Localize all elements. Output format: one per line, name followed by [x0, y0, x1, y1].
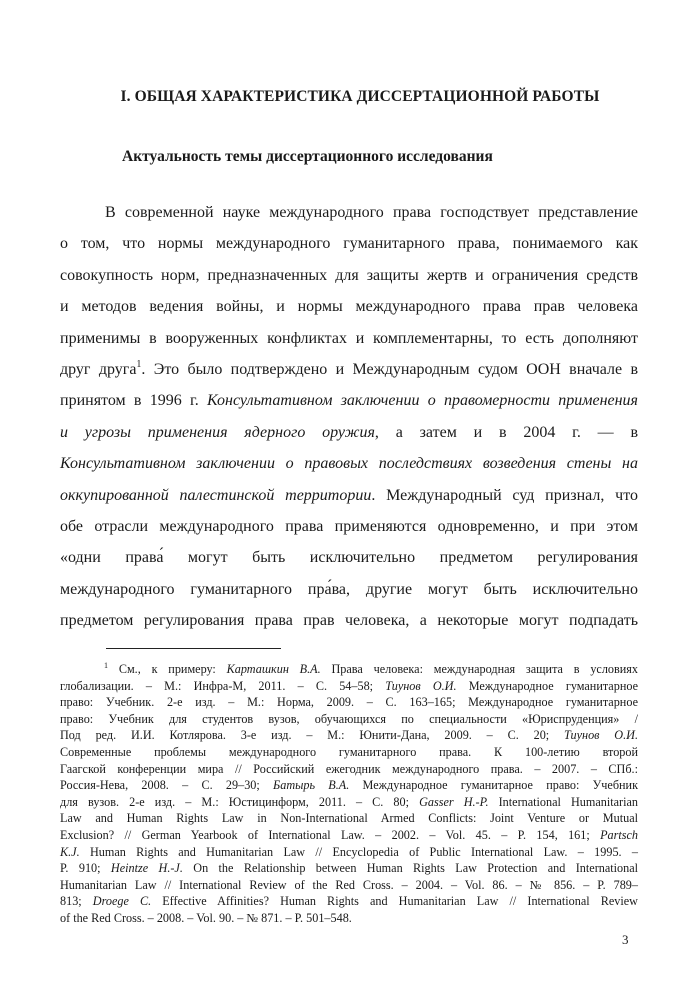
footnote-line [60, 761, 638, 778]
footnote [60, 661, 638, 927]
body-line [60, 480, 638, 511]
text-run: «одни права́ могут быть исключительно предметом регулирования [60, 549, 638, 567]
subsection-heading: Актуальность темы диссертационного исследования [122, 148, 493, 165]
body-line [60, 574, 638, 605]
italic-text: Карташкин В.А. [226, 662, 321, 676]
text-run: of the Red Cross. – 2008. – Vol. 90. – № 871. – P. 501–548. [60, 910, 352, 925]
italic-text: и угрозы применения ядерного оружия [60, 423, 375, 441]
footnote-line [60, 844, 638, 861]
text-run: друг друга [60, 360, 137, 378]
italic-text: Droege C. [92, 894, 152, 909]
body-line [60, 511, 638, 542]
italic-text: K.J. [60, 844, 80, 859]
text-run: См., к примеру: [108, 662, 227, 676]
text-run: Law and Human Rights Law in Non-International Armed Conflicts: Joint Venture or Mutual [60, 811, 638, 826]
text-run: совокупность норм, предназначенных для защиты жертв и ограничения средств [60, 266, 638, 284]
text-run: Под ред. И.И. Котлярова. 3-е изд. – М.: Юнити-Дана, 2009. – С. 20; [60, 728, 565, 743]
footnote-line [60, 694, 638, 711]
text-run: Права человека: международная защита в условиях [320, 662, 638, 676]
italic-text: Батырь В.А. [273, 778, 350, 793]
text-run: Effective Affinities? Human Rights and Humanitarian Law // International Review [151, 894, 638, 909]
italic-text: Gasser H.-P. [419, 794, 489, 809]
footnote-line [60, 860, 638, 877]
text-run: Гаагской конференции мира // Российский ежегодник международного права. – 2007. – СПб.: [60, 761, 638, 776]
body-line [60, 605, 638, 636]
body-line [60, 260, 638, 291]
text-run: глобализации. – М.: Инфра-М, 2011. – С. 54–58; [60, 678, 386, 693]
body-line [60, 197, 638, 228]
text-run: В современной науке международного права господствует представление [105, 204, 638, 221]
text-run: International Humanitarian [488, 794, 638, 809]
text-run: предметом регулирования права прав человека, а некоторые могут подпадать [60, 612, 638, 630]
text-run: принятом в 1996 г. [60, 392, 207, 410]
text-run: право: Учебник. 2-е изд. – М.: Норма, 2009. – С. 163–165; Международное гуманитарное [60, 695, 638, 710]
text-run: , а затем и в 2004 г. — в [374, 423, 638, 441]
text-run: Международное гуманитарное право: Учебник [349, 778, 638, 793]
footnote-line [60, 893, 638, 910]
text-run: о том, что нормы международного гуманитарного права, понимаемого как [60, 235, 638, 253]
italic-text: Partsch [600, 827, 638, 842]
text-run: Humanitarian Law // International Review of the Red Cross. – 2004. – Vol. 86. – № 856. – P. 789– [60, 877, 638, 892]
text-run: Международное гуманитарное [456, 678, 638, 693]
footnote-line [60, 877, 638, 894]
italic-text: Консультативном заключении о правовых последствиях возведения стены на [60, 455, 638, 473]
footnote-line [60, 661, 638, 678]
text-run: Exclusion? // German Yearbook of International Law. – 2002. – Vol. 45. – P. 154, 161; [60, 827, 601, 842]
footnote-separator [106, 648, 281, 649]
footnote-line [60, 744, 638, 761]
italic-text: Консультативном заключении о правомерности применения [206, 392, 638, 410]
footnote-line [60, 794, 638, 811]
body-line [60, 448, 638, 479]
body-line [60, 385, 638, 416]
italic-text: Тиунов О.И. [385, 678, 457, 693]
footnote-line [60, 777, 638, 794]
italic-text: оккупированной палестинской территории [60, 486, 372, 504]
footnote-line [60, 678, 638, 695]
footnote-line [60, 910, 638, 927]
text-run: международного гуманитарного пра́ва, другие могут быть исключительно [60, 580, 638, 598]
text-run: 813; [60, 894, 93, 909]
text-run: обе отрасли международного права применяются одновременно, и при этом [60, 517, 638, 535]
body-line [60, 417, 638, 448]
text-run: для вузов. 2-е изд. – М.: Юстицинформ, 2011. – С. 80; [60, 794, 420, 809]
footnote-line [60, 827, 638, 844]
body-paragraph [60, 197, 638, 636]
text-run: Современные проблемы международного гуманитарного права. К 100-летию второй [60, 744, 638, 759]
body-line [60, 354, 638, 385]
footnote-line [60, 711, 638, 728]
body-line [60, 228, 638, 259]
footnote-line [60, 727, 638, 744]
body-line [60, 542, 638, 573]
text-run: On the Relationship between Human Rights Law Protection and International [182, 861, 639, 876]
text-run: и методов ведения войны, и нормы международного права прав человека [60, 298, 638, 316]
text-run: применимы в вооруженных конфликтах и комплементарны, то есть дополняют [60, 329, 638, 347]
text-run: . Это было подтверждено и Международным судом ООН вначале в [141, 360, 638, 378]
footnote-line [60, 810, 638, 827]
body-line [60, 291, 638, 322]
italic-text: Heintze H.-J. [110, 861, 183, 876]
section-heading: I. ОБЩАЯ ХАРАКТЕРИСТИКА ДИССЕРТАЦИОННОЙ РАБОТЫ [120, 88, 600, 105]
italic-text: Тиунов О.И. [564, 728, 638, 743]
text-run: Human Rights and Humanitarian Law // Encyclopedia of Public International Law. – 1995. – [79, 844, 638, 859]
footnote-marker: 1 [136, 358, 142, 370]
page-number: 3 [622, 932, 629, 947]
text-run: Россия-Нева, 2008. – С. 29–30; [60, 778, 274, 793]
text-run: . Международный суд признал, что [371, 486, 638, 504]
text-run: право: Учебник для студентов вузов, обучающихся по специальности «Юриспруденция» / [60, 711, 638, 726]
text-run: P. 910; [60, 861, 111, 876]
footnote-marker: 1 [104, 661, 108, 670]
body-line [60, 323, 638, 354]
